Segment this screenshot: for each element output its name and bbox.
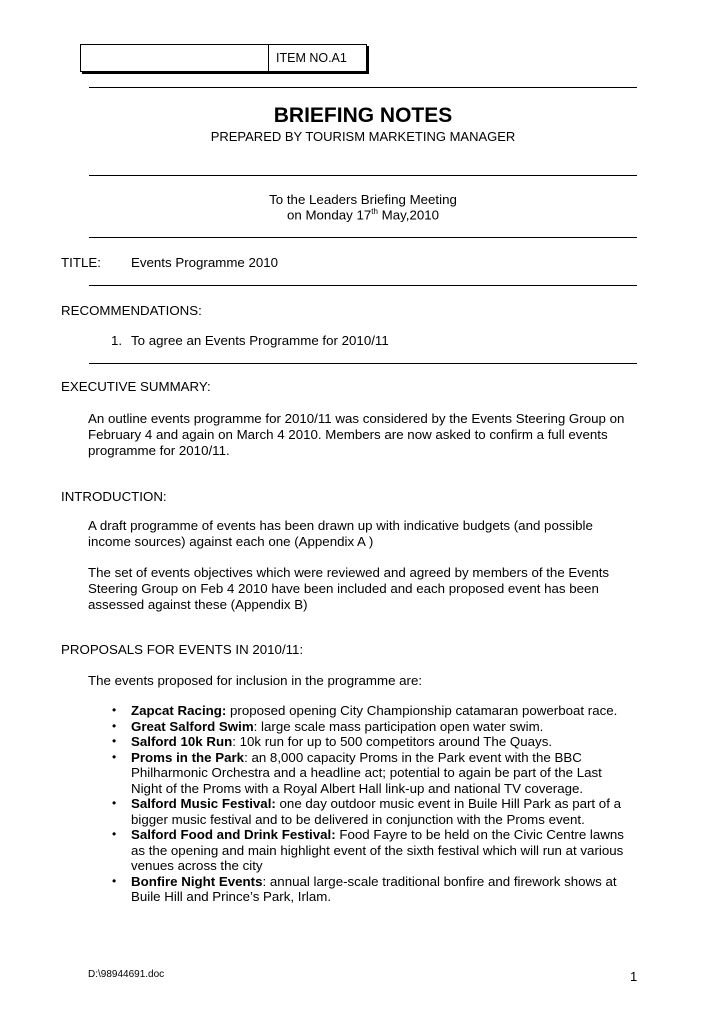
- list-item: [88, 874, 648, 905]
- bullet-icon: •: [112, 718, 117, 733]
- executive-summary-heading: EXECUTIVE SUMMARY:: [61, 379, 211, 394]
- prepared-by: PREPARED BY TOURISM MARKETING MANAGER: [210, 129, 516, 144]
- event-desc: : large scale mass participation open water swim.: [253, 718, 544, 734]
- title-label: TITLE:: [61, 255, 101, 270]
- item-number-box: [80, 44, 367, 72]
- list-item: [88, 719, 648, 735]
- introduction-heading: INTRODUCTION:: [61, 489, 167, 504]
- event-name: Great Salford Swim: [131, 718, 254, 734]
- text-line: income sources) against each one (Appendix A ): [88, 534, 374, 549]
- event-desc-line: bigger music festival and to be delivered in conjunction with the Proms event.: [131, 811, 585, 827]
- item-box-shadow-right: [367, 46, 369, 74]
- divider-4: [89, 285, 637, 286]
- meeting-date-prefix: on Monday 17: [286, 207, 372, 223]
- event-desc: : an 8,000 capacity Proms in the Park event with the BBC: [244, 749, 582, 765]
- recommendations-heading: RECOMMENDATIONS:: [61, 303, 202, 318]
- list-item: [88, 827, 648, 874]
- bullet-icon: •: [112, 734, 117, 748]
- introduction-paragraph-1: [88, 518, 648, 550]
- meeting-line-1: To the Leaders Briefing Meeting: [269, 192, 457, 207]
- meeting-date-superscript: th: [371, 207, 378, 216]
- divider-5: [89, 363, 637, 364]
- item-box-shadow-bottom: [82, 72, 369, 74]
- list-item: [88, 750, 648, 797]
- title-value: Events Programme 2010: [131, 255, 279, 270]
- item-number-label: ITEM NO.A1: [276, 51, 347, 65]
- event-desc-line: as the opening and main highlight event of the sixth festival which will run at various: [131, 842, 624, 858]
- list-item: [88, 703, 648, 719]
- event-desc-line: Philharmonic Orchestra and a headline act; potential to again be part of the Last: [131, 765, 602, 780]
- list-item: [88, 796, 648, 827]
- page-title: BRIEFING NOTES: [273, 104, 453, 127]
- event-name: Salford 10k Run: [131, 734, 233, 749]
- text-line: February 4 and again on March 4 2010. Members are now asked to confirm a full events: [88, 427, 608, 442]
- bullet-icon: •: [112, 796, 117, 810]
- event-name: Salford Food and Drink Festival:: [131, 827, 336, 842]
- divider-1: [89, 87, 637, 88]
- event-name: Salford Music Festival:: [131, 796, 276, 811]
- footer-page-number: 1: [630, 969, 638, 984]
- event-desc-line: Buile Hill and Prince’s Park, Irlam.: [131, 889, 332, 904]
- text-line: programme for 2010/11.: [88, 443, 230, 458]
- text-line: Steering Group on Feb 4 2010 have been included and each proposed event has been: [88, 581, 599, 596]
- proposals-heading: PROPOSALS FOR EVENTS IN 2010/11:: [61, 642, 304, 657]
- bullet-icon: •: [112, 873, 117, 888]
- event-desc: one day outdoor music event in Buile Hill Park as part of a: [275, 796, 621, 811]
- event-name: Bonfire Night Events: [131, 873, 263, 889]
- text-line: assessed against these (Appendix B): [88, 597, 308, 612]
- meeting-date-suffix: May,2010: [377, 207, 440, 223]
- event-desc: proposed opening City Championship catamaran powerboat race.: [226, 703, 618, 718]
- recommendation-text: To agree an Events Programme for 2010/11: [131, 333, 389, 348]
- executive-summary-text: [88, 411, 648, 459]
- recommendation-number: 1.: [111, 333, 123, 348]
- divider-2: [89, 175, 637, 176]
- introduction-paragraph-2: [88, 565, 648, 613]
- bullet-icon: •: [112, 827, 117, 841]
- proposals-intro: The events proposed for inclusion in the programme are:: [88, 673, 423, 688]
- event-name: Zapcat Racing:: [131, 703, 227, 718]
- event-desc-line: Night of the Proms with a Royal Albert Hall link-up and national TV coverage.: [131, 780, 584, 796]
- events-list: [88, 703, 648, 905]
- footer-filename: D:\98944691.doc: [88, 969, 165, 980]
- event-desc: : 10k run for up to 500 competitors around The Quays.: [232, 734, 553, 749]
- event-desc-line: venues across the city: [131, 858, 263, 873]
- divider-3: [89, 237, 637, 238]
- item-number-box-left-cell: [81, 45, 269, 71]
- event-desc: : annual large-scale traditional bonfire and firework shows at: [262, 873, 617, 889]
- meeting-line-2: [89, 207, 637, 222]
- list-item: [88, 734, 648, 750]
- bullet-icon: •: [112, 749, 117, 764]
- text-line: An outline events programme for 2010/11 was considered by the Events Steering Group on: [88, 411, 625, 426]
- bullet-icon: •: [112, 703, 117, 717]
- text-line: A draft programme of events has been drawn up with indicative budgets (and possible: [88, 518, 593, 533]
- event-name: Proms in the Park: [131, 749, 245, 765]
- text-line: The set of events objectives which were reviewed and agreed by members of the Events: [88, 565, 610, 580]
- event-desc: Food Fayre to be held on the Civic Centre lawns: [335, 827, 624, 842]
